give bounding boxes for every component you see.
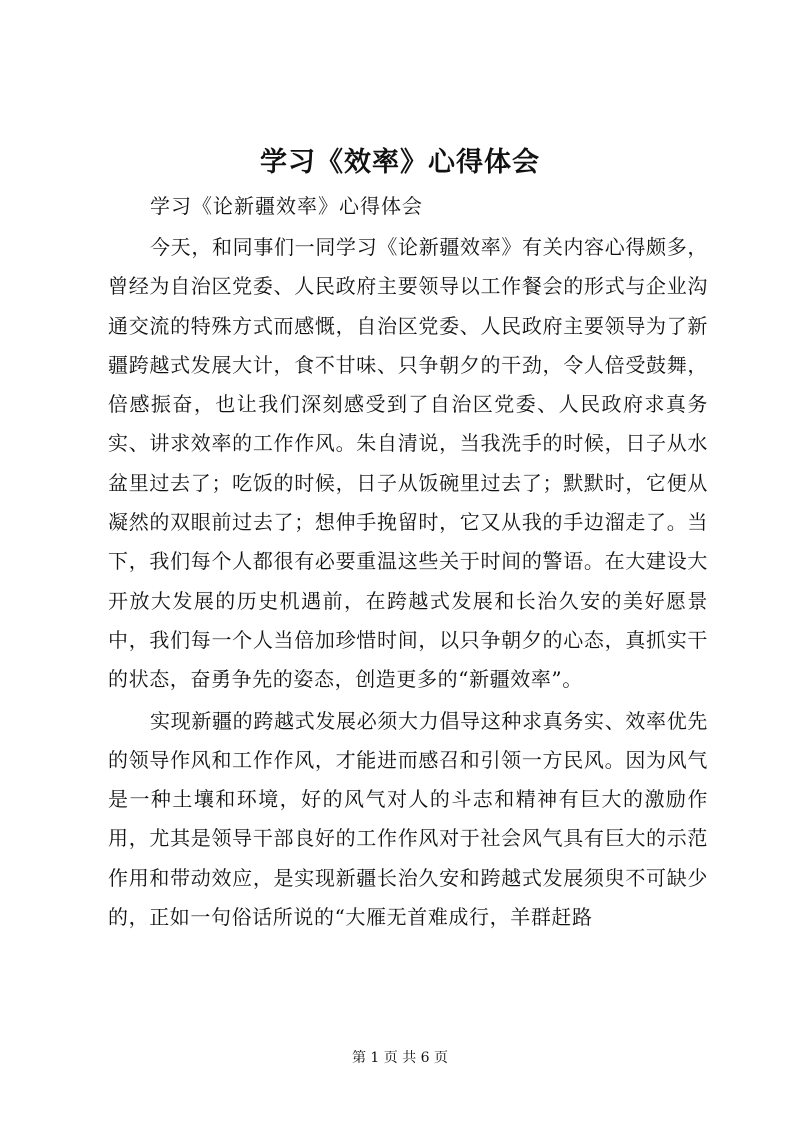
paragraph: 实现新疆的跨越式发展必须大力倡导这种求真务实、效率优先的领导作风和工作作风，才能进而感召和引领一方民风。因为风气是一种土壤和环境，好的风气对人的斗志和精神有巨大的激励作用，尤其是领导干部良好的工作作风对于社会风气具有巨大的示范作用和带动效应，是实现新疆长治久安和跨越式发展须臾不可缺少的，正如一句俗话所说的“大雁无首难成行，羊群赶路	[108, 708, 708, 930]
document-subtitle: 学习《论新疆效率》心得体会	[150, 194, 423, 218]
document-title: 学习《效率》心得体会	[260, 147, 540, 178]
paragraph: 今天，和同事们一同学习《论新疆效率》有关内容心得颇多，曾经为自治区党委、人民政府主要领导以工作餐会的形式与企业沟通交流的特殊方式而感慨，自治区党委、人民政府主要领导为了新疆跨越式发展大计，食不甘味、只争朝夕的干劲，令人倍受鼓舞，倍感振奋，也让我们深刻感受到了自治区党委、人民政府求真务实、讲求效率的工作作风。朱自清说，当我洗手的时候，日子从水盆里过去了；吃饭的时候，日子从饭碗里过去了；默默时，它便从凝然的双眼前过去了；想伸手挽留时，它又从我的手边溜走了。当下，我们每个人都很有必要重温这些关于时间的警语。在大建设大开放大发展的历史机遇前，在跨越式发展和长治久安的美好愿景中，我们每一个人当倍加珍惜时间，以只争朝夕的心态，真抓实干的状态，奋勇争先的姿态，创造更多的“新疆效率”。	[108, 235, 708, 692]
page-number-footer: 第 1 页 共 6 页	[351, 1050, 449, 1066]
document-body	[108, 228, 708, 937]
